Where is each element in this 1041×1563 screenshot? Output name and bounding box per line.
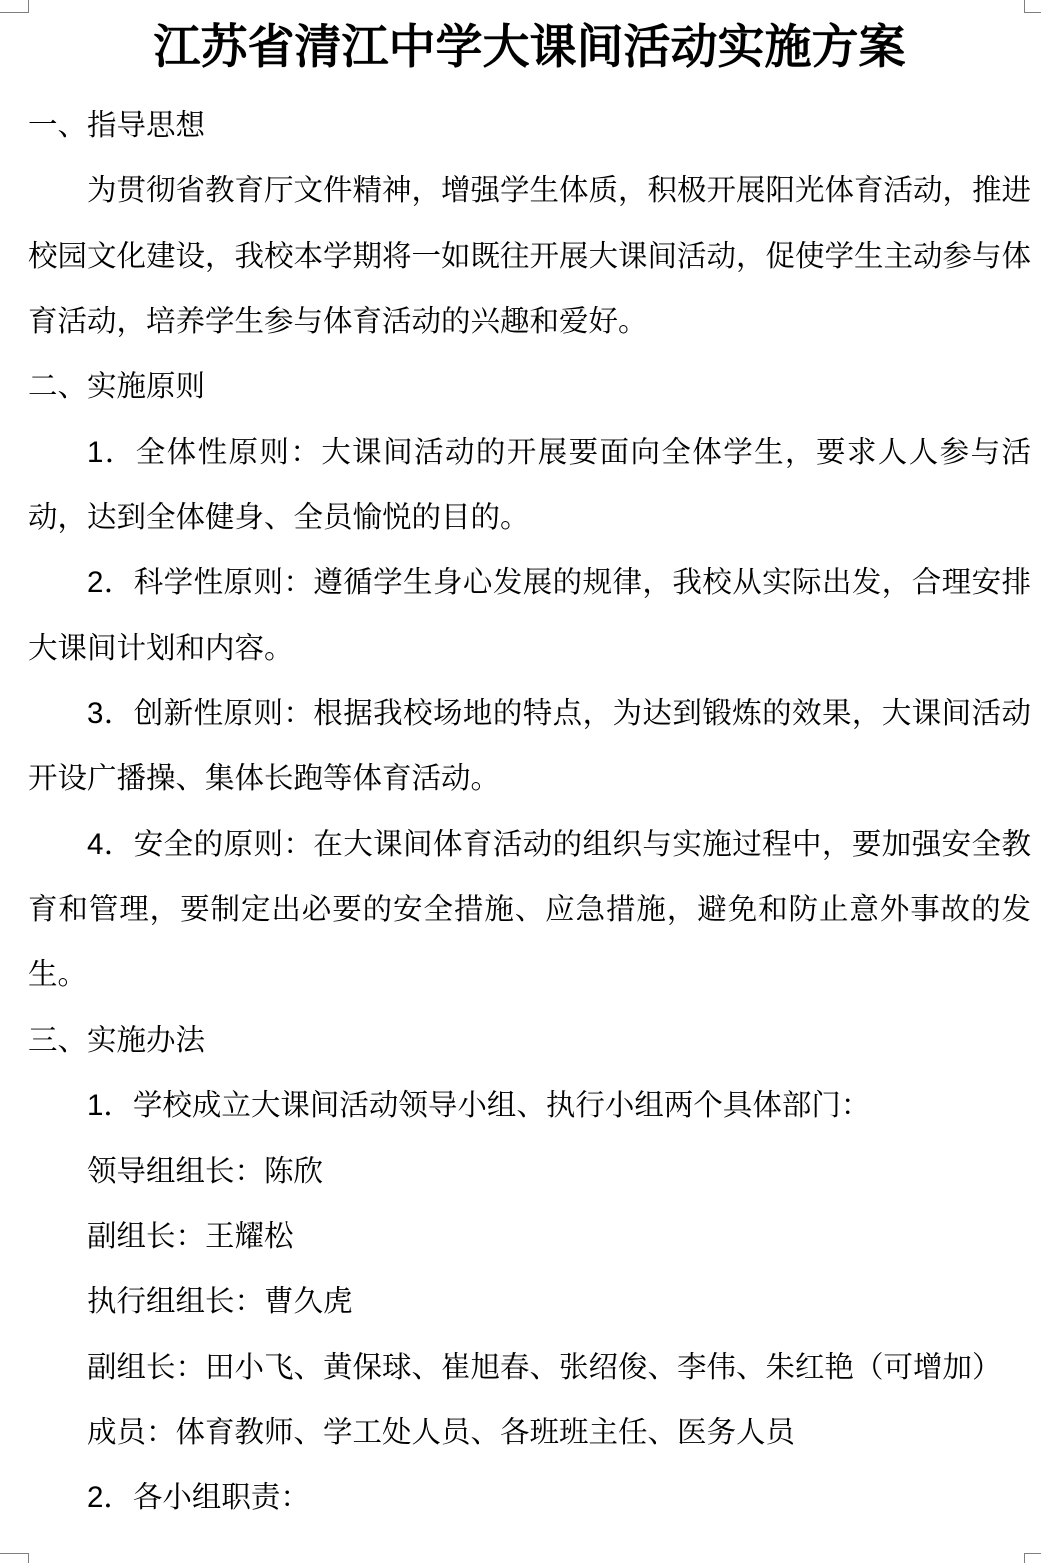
para-guiding-ideology: 为贯彻省教育厅文件精神，增强学生体质，积极开展阳光体育活动，推进校园文化建设，我校本学期将一如既往开展大课间活动，促使学生主动参与体育活动，培养学生参与体育活动的兴趣和爱好。 — [28, 174, 1032, 339]
para-principle-1-inclusiveness: 1．全体性原则：大课间活动的开展要面向全体学生，要求人人参与活动，达到全体健身、全员愉悦的目的。 — [28, 435, 1031, 535]
para-leading-group-head: 领导组组长：陈欣 — [87, 1154, 324, 1188]
para-principle-2-scientific: 2．科学性原则：遵循学生身心发展的规律，我校从实际出发，合理安排大课间计划和内容。 — [28, 566, 1031, 665]
document-body — [28, 0, 1031, 1531]
para-principle-4-safety: 4．安全的原则：在大课间体育活动的组织与实施过程中，要加强安全教育和管理，要制定出必要的安全措施、应急措施，避免和防止意外事故的发生。 — [28, 827, 1031, 992]
text-boundary-mark-bottom-left — [0, 1553, 29, 1563]
section-heading-implementation-methods: 三、实施办法 — [28, 1023, 206, 1057]
para-method-2-duties: 2．各小组职责： — [87, 1481, 310, 1515]
para-executive-group-head: 执行组组长：曹久虎 — [87, 1285, 353, 1319]
para-executive-group-deputy-heads: 副组长：田小飞、黄保球、崔旭春、张绍俊、李伟、朱红艳（可增加） — [87, 1350, 1002, 1384]
section-heading-guiding-ideology: 一、指导思想 — [28, 109, 206, 142]
para-method-1-groups: 1．学校成立大课间活动领导小组、执行小组两个具体部门： — [87, 1089, 871, 1123]
section-heading-implementation-principles: 二、实施原则 — [28, 370, 206, 404]
para-leading-group-deputy-head: 副组长：王耀松 — [87, 1219, 294, 1253]
para-principle-3-innovation: 3．创新性原则：根据我校场地的特点，为达到锻炼的效果，大课间活动开设广播操、集体长跑等体育活动。 — [28, 697, 1031, 796]
para-group-members: 成员：体育教师、学工处人员、各班班主任、医务人员 — [87, 1415, 796, 1449]
text-boundary-mark-top-left — [0, 0, 29, 13]
text-boundary-mark-bottom-right — [1024, 1553, 1041, 1563]
document-title: 江苏省清江中学大课间活动实施方案 — [153, 20, 906, 73]
